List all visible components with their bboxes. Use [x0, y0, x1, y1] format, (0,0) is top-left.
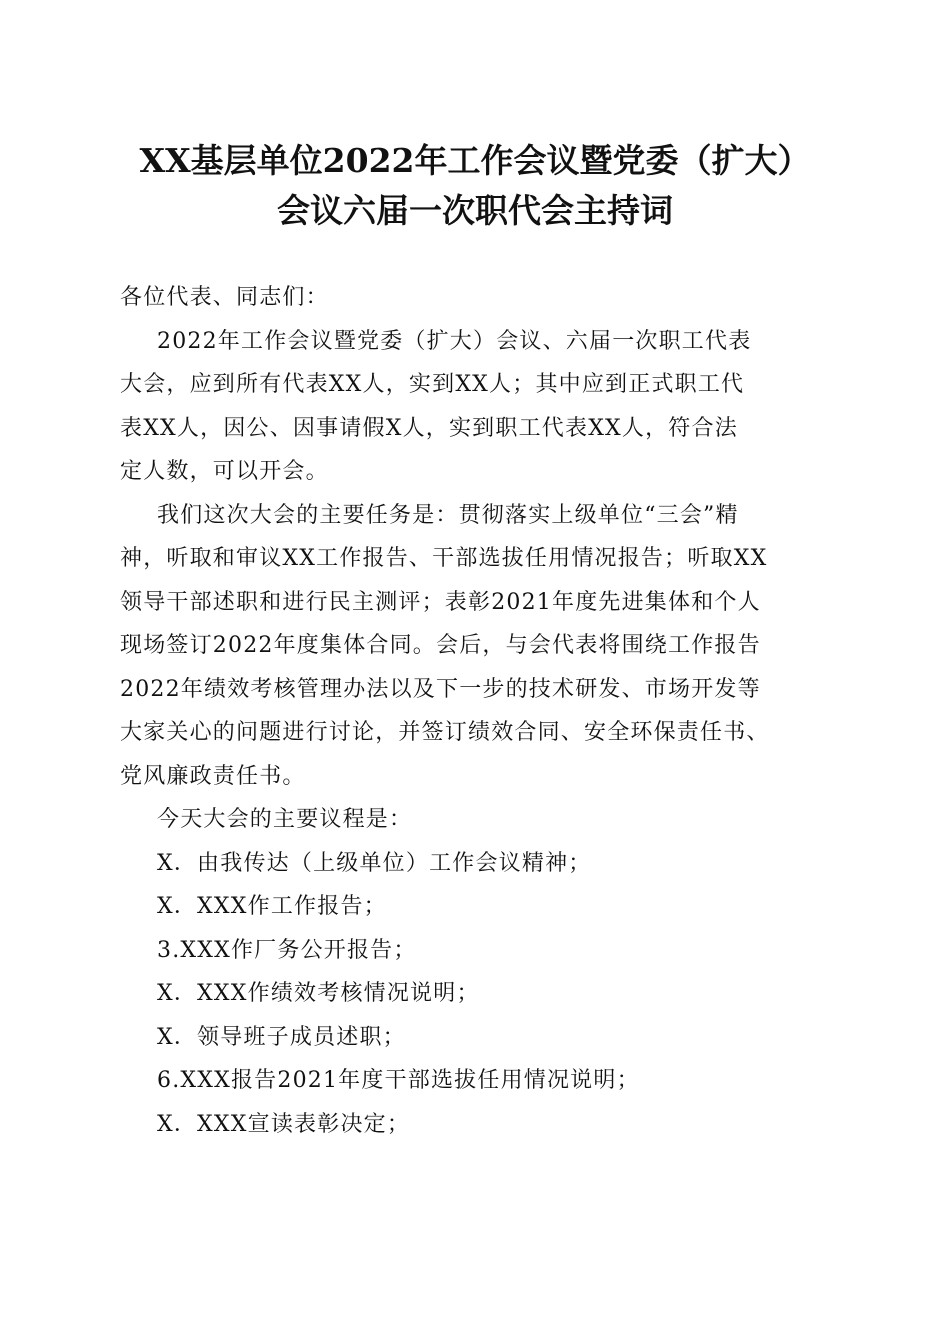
agenda-list [120, 842, 840, 1147]
agenda-item: X．领导班子成员述职； [157, 1024, 406, 1050]
paragraph-tasks [120, 494, 840, 799]
title-line-2: 会议六届一次职代会主持词 [277, 191, 673, 230]
paragraph-line: 神，听取和审议XX工作报告、干部选拔任用情况报告；听取XX [120, 546, 768, 571]
paragraph-line: 现场签订2022年度集体合同。会后，与会代表将围绕工作报告 [120, 633, 761, 658]
agenda-item: X．XXX作绩效考核情况说明； [157, 981, 480, 1006]
paragraph-line: 我们这次大会的主要任务是：贯彻落实上级单位“三会”精 [157, 502, 739, 528]
salutation: 各位代表、同志们： [120, 285, 329, 310]
agenda-item: X．XXX宣读表彰决定； [157, 1111, 411, 1137]
paragraph-line: 领导干部述职和进行民主测评；表彰2021年度先进集体和个人 [120, 589, 761, 615]
title-line-1: XX基层单位2022年工作会议暨党委（扩大） [139, 141, 811, 180]
paragraph-line: 大会，应到所有代表XX人，实到XX人；其中应到正式职工代 [120, 372, 745, 397]
paragraph-line: 党风廉政责任书。 [120, 763, 306, 789]
paragraph-line: 定人数，可以开会。 [120, 459, 329, 484]
agenda-item: X．XXX作工作报告； [157, 894, 387, 919]
paragraph-line: 表XX人，因公、因事请假X人，实到职工代表XX人，符合法 [120, 415, 738, 441]
agenda-intro: 今天大会的主要议程是： [157, 807, 413, 832]
document-title [60, 136, 890, 236]
paragraph-attendance [120, 320, 840, 494]
agenda-item: 3.XXX作厂务公开报告； [157, 937, 417, 963]
agenda-item: X．由我传达（上级单位）工作会议精神； [157, 850, 592, 876]
paragraph-line: 2022年工作会议暨党委（扩大）会议、六届一次职工代表 [157, 328, 752, 354]
agenda-item: 6.XXX报告2021年度干部选拔任用情况说明； [157, 1068, 640, 1093]
paragraph-line: 大家关心的问题进行讨论，并签订绩效合同、安全环保责任书、 [120, 720, 770, 745]
document-body [120, 276, 840, 1146]
paragraph-line: 2022年绩效考核管理办法以及下一步的技术研发、市场开发等 [120, 676, 761, 702]
